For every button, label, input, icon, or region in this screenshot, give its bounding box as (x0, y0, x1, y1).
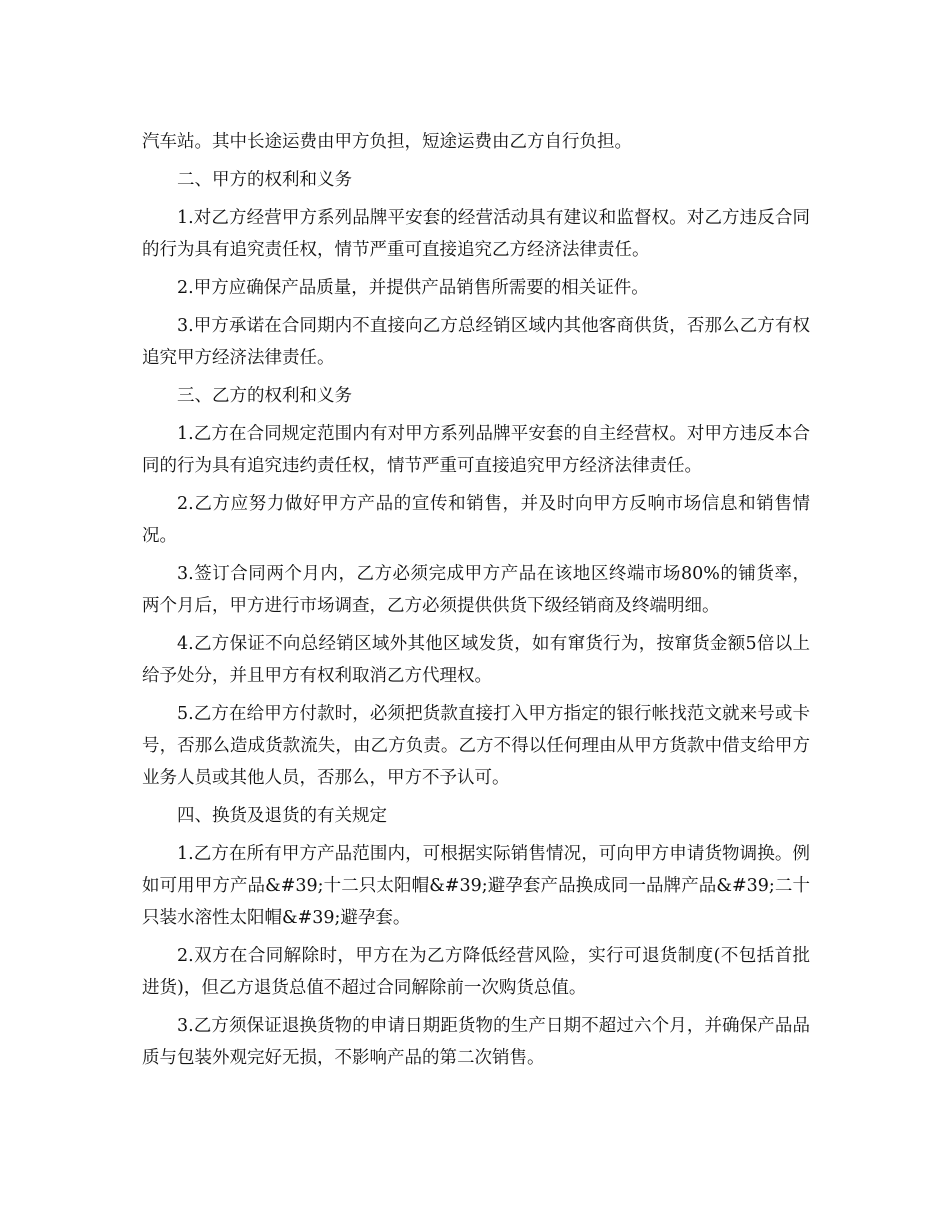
paragraph-10: 5.乙方在给甲方付款时，必须把货款直接打入甲方指定的银行帐找范文就来号或卡号，否那么造成货款流失，由乙方负责。乙方不得以任何理由从甲方货款中借支给甲方业务人员或其他人员，否那么，甲方不予认可。 (142, 704, 810, 788)
paragraph-4: 3.甲方承诺在合同期内不直接向乙方总经销区域内其他客商供货，否那么乙方有权追究甲方经济法律责任。 (142, 316, 810, 368)
section-heading-4: 四、换货及退货的有关规定 (177, 806, 387, 826)
paragraph-0: 汽车站。其中长途运费由甲方负担，短途运费由乙方自行负担。 (142, 132, 632, 152)
section-heading-3: 三、乙方的权利和义务 (177, 386, 352, 406)
paragraph-6: 1.乙方在合同规定范围内有对甲方系列品牌平安套的自主经营权。对甲方违反本合同的行为具有追究违约责任权，情节严重可直接追究甲方经济法律责任。 (142, 424, 810, 476)
paragraph-13: 2.双方在合同解除时，甲方在为乙方降低经营风险，实行可退货制度(不包括首批进货)，但乙方退货总值不超过合同解除前一次购货总值。 (142, 946, 810, 998)
paragraph-8: 3.签订合同两个月内，乙方必须完成甲方产品在该地区终端市场80%的铺货率，两个月后，甲方进行市场调查，乙方必须提供供货下级经销商及终端明细。 (142, 564, 810, 616)
paragraph-2: 1.对乙方经营甲方系列品牌平安套的经营活动具有建议和监督权。对乙方违反合同的行为具有追究责任权，情节严重可直接追究乙方经济法律责任。 (142, 208, 810, 260)
section-heading-2: 二、甲方的权利和义务 (177, 170, 352, 190)
paragraph-12: 1.乙方在所有甲方产品范围内，可根据实际销售情况，可向甲方申请货物调换。例如可用甲方产品&#39;十二只太阳帽&#39;避孕套产品换成同一品牌产品&#39;二十只装水溶性太阳帽&#39;避孕套。 (142, 844, 810, 928)
paragraph-14: 3.乙方须保证退换货物的申请日期距货物的生产日期不超过六个月，并确保产品品质与包装外观完好无损，不影响产品的第二次销售。 (142, 1016, 810, 1068)
paragraph-3: 2.甲方应确保产品质量，并提供产品销售所需要的相关证件。 (177, 278, 649, 298)
document-body (142, 126, 810, 1080)
paragraph-7: 2.乙方应努力做好甲方产品的宣传和销售，并及时向甲方反响市场信息和销售情况。 (142, 494, 810, 546)
paragraph-9: 4.乙方保证不向总经销区域外其他区域发货，如有窜货行为，按窜货金额5倍以上给予处分，并且甲方有权利取消乙方代理权。 (142, 634, 810, 686)
